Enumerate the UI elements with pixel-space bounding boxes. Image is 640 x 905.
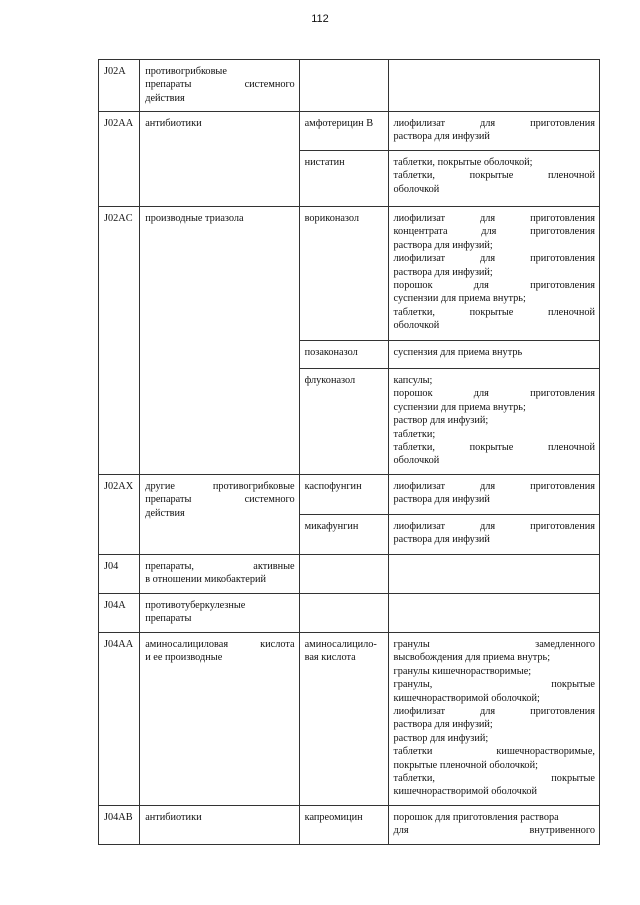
drug-name — [299, 555, 388, 594]
table-row — [99, 594, 600, 633]
table-row — [99, 60, 600, 112]
drug-table — [98, 59, 600, 845]
drug-name — [299, 60, 388, 112]
drug-name: амфотерицин В — [299, 112, 388, 151]
dosage-forms — [388, 594, 599, 633]
atc-group: антибиотики — [140, 112, 299, 207]
table-row — [99, 555, 600, 594]
atc-group: аминосалициловая кислота и ее производные — [140, 633, 299, 806]
table-row — [99, 475, 600, 515]
table-row — [99, 207, 600, 341]
dosage-forms: таблетки, покрытые оболочкой; таблетки, покрытые пленочной оболочкой — [388, 151, 599, 207]
drug-name — [299, 594, 388, 633]
page-number: 112 — [311, 13, 329, 25]
dosage-forms: лиофилизат для приготовления концентрата для приготовления раствора для инфузий; лиофилизат для приготовления раствора для инфузий; порошок для приготовления суспензии для приема внутрь; таблетки, покрытые пленочной оболочкой — [388, 207, 599, 341]
atc-group: препараты, активные в отношении микобактерий — [140, 555, 299, 594]
dosage-forms: лиофилизат для приготовления раствора для инфузий — [388, 112, 599, 151]
table-row — [99, 633, 600, 806]
atc-group: противотуберкулезные препараты — [140, 594, 299, 633]
atc-code: J02AX — [99, 475, 140, 555]
atc-code: J04 — [99, 555, 140, 594]
dosage-forms: суспензия для приема внутрь — [388, 341, 599, 369]
drug-name: капреомицин — [299, 806, 388, 845]
atc-group: другие противогрибковые препараты системного действия — [140, 475, 299, 555]
dosage-forms: лиофилизат для приготовления раствора для инфузий — [388, 475, 599, 515]
dosage-forms: капсулы; порошок для приготовления суспензии для приема внутрь; раствор для инфузий; таблетки; таблетки, покрытые пленочной оболочкой — [388, 369, 599, 475]
drug-name: позаконазол — [299, 341, 388, 369]
dosage-forms: лиофилизат для приготовления раствора для инфузий — [388, 515, 599, 555]
table-row — [99, 806, 600, 845]
atc-code: J02AC — [99, 207, 140, 475]
atc-group: антибиотики — [140, 806, 299, 845]
atc-code: J02AA — [99, 112, 140, 207]
drug-name: нистатин — [299, 151, 388, 207]
dosage-forms — [388, 60, 599, 112]
drug-name: флуконазол — [299, 369, 388, 475]
drug-name: каспофунгин — [299, 475, 388, 515]
atc-code: J04A — [99, 594, 140, 633]
dosage-forms: порошок для приготовления раствора для внутривенного — [388, 806, 599, 845]
dosage-forms: гранулы замедленного высвобождения для приема внутрь; гранулы кишечнорастворимые; гранулы, покрытые кишечнорастворимой оболочкой; лиофилизат для приготовления раствора для инфузий; раствор для инфузий; таблетки кишечнорастворимые, покрытые пленочной оболочкой; таблетки, покрытые кишечнорастворимой оболочкой — [388, 633, 599, 806]
atc-code: J02A — [99, 60, 140, 112]
drug-name: микафунгин — [299, 515, 388, 555]
atc-code: J04AA — [99, 633, 140, 806]
drug-name: вориконазол — [299, 207, 388, 341]
atc-code: J04AB — [99, 806, 140, 845]
atc-group: противогрибковые препараты системного действия — [140, 60, 299, 112]
drug-name: аминосалицило- вая кислота — [299, 633, 388, 806]
atc-group: производные триазола — [140, 207, 299, 475]
table-row — [99, 112, 600, 151]
dosage-forms — [388, 555, 599, 594]
